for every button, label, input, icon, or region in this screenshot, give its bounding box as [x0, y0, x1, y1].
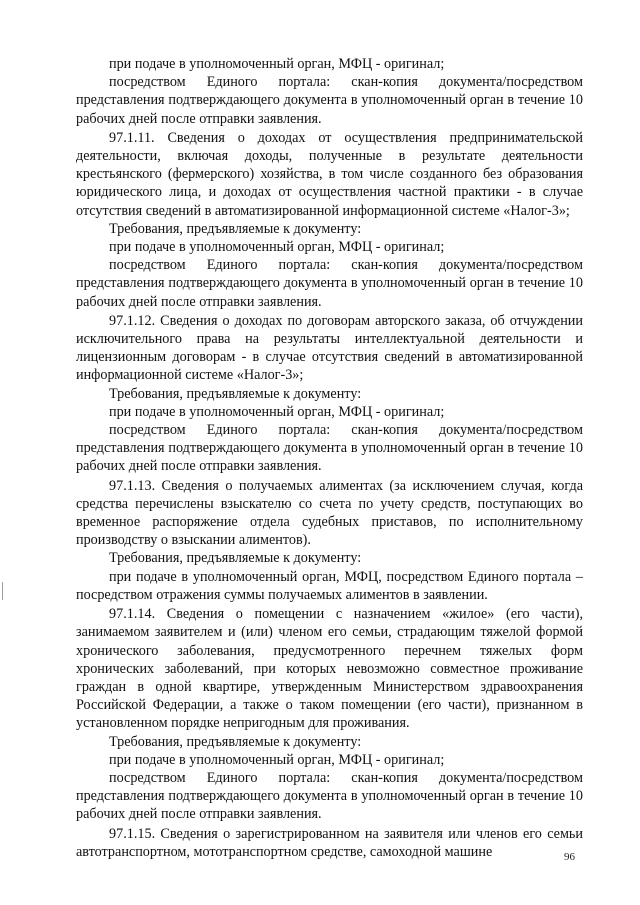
paragraph-97-1-12: 97.1.12. Сведения о доходах по договорам авторского заказа, об отчуждении исключительного права на результаты интеллектуальной деятельности и лицензионным договорам - в случае отсутствия сведений в автоматизированной информационной системе «Налог-3»; [76, 312, 583, 384]
paragraph-portal-scan-3: посредством Единого портала: скан-копия документа/посредством представления подтверждающего документа в уполномоченный орган в течение 10 рабочих дней после отправки заявления. [76, 422, 583, 475]
paragraph-requirements-3: Требования, предъявляемые к документу: [109, 550, 362, 567]
paragraph-submission-original-4: при подаче в уполномоченный орган, МФЦ - оригинал; [109, 751, 445, 768]
paragraph-submission-original-2: при подаче в уполномоченный орган, МФЦ - оригинал; [109, 239, 445, 256]
paragraph-submission-original-3: при подаче в уполномоченный орган, МФЦ - оригинал; [109, 403, 445, 420]
paragraph-requirements-4: Требования, предъявляемые к документу: [109, 733, 362, 750]
page-number: 96 [564, 851, 575, 863]
paragraph-97-1-13: 97.1.13. Сведения о получаемых алиментах (за исключением случая, когда средства перечислены взыскателю со счета по учету средств, поступающих во временное распоряжение отдела судебных приставов, по исполнительному производству о взыскании алиментов). [76, 477, 583, 549]
paragraph-alimony-submission: при подаче в уполномоченный орган, МФЦ, посредством Единого портала – посредством отражения суммы получаемых алиментов в заявлении. [76, 568, 583, 603]
paragraph-97-1-11: 97.1.11. Сведения о доходах от осуществления предпринимательской деятельности, включая доходы, полученные в результате деятельности крестьянского (фермерского) хозяйства, в том числе созданного без образования юридического лица, и доходах от осуществления частной практики - в случае отсутствия сведений в автоматизированной информационной системе «Налог-3»; [76, 129, 583, 219]
paragraph-portal-scan-1: посредством Единого портала: скан-копия документа/посредством представления подтверждающего документа в уполномоченный орган в течение 10 рабочих дней после отправки заявления. [76, 74, 583, 127]
paragraph-97-1-14: 97.1.14. Сведения о помещении с назначением «жилое» (его части), занимаемом заявителем и (или) членом его семьи, страдающим тяжелой формой хронического заболевания, предусмотренного перечнем тяжелых форм хронических заболеваний, при которых невозможно совместное проживание граждан в одной квартире, утвержденным Министерством здравоохранения Российской Федерации, а также о таком помещении (его части), признанном в установленном порядке непригодным для проживания. [76, 606, 583, 732]
paragraph-requirements-1: Требования, предъявляемые к документу: [109, 220, 362, 237]
scan-edge-mark [2, 582, 3, 600]
paragraph-portal-scan-4: посредством Единого портала: скан-копия документа/посредством представления подтверждающего документа в уполномоченный орган в течение 10 рабочих дней после отправки заявления. [76, 769, 583, 823]
paragraph-submission-original-1: при подаче в уполномоченный орган, МФЦ - оригинал; [109, 56, 445, 72]
paragraph-requirements-2: Требования, предъявляемые к документу: [109, 385, 362, 402]
document-body [76, 55, 583, 861]
paragraph-97-1-15: 97.1.15. Сведения о зарегистрированном на заявителя или членов его семьи автотранспортном, мототранспортном средстве, самоходной машине [76, 825, 583, 860]
paragraph-portal-scan-2: посредством Единого портала: скан-копия документа/посредством представления подтверждающего документа в уполномоченный орган в течение 10 рабочих дней после отправки заявления. [76, 257, 583, 310]
